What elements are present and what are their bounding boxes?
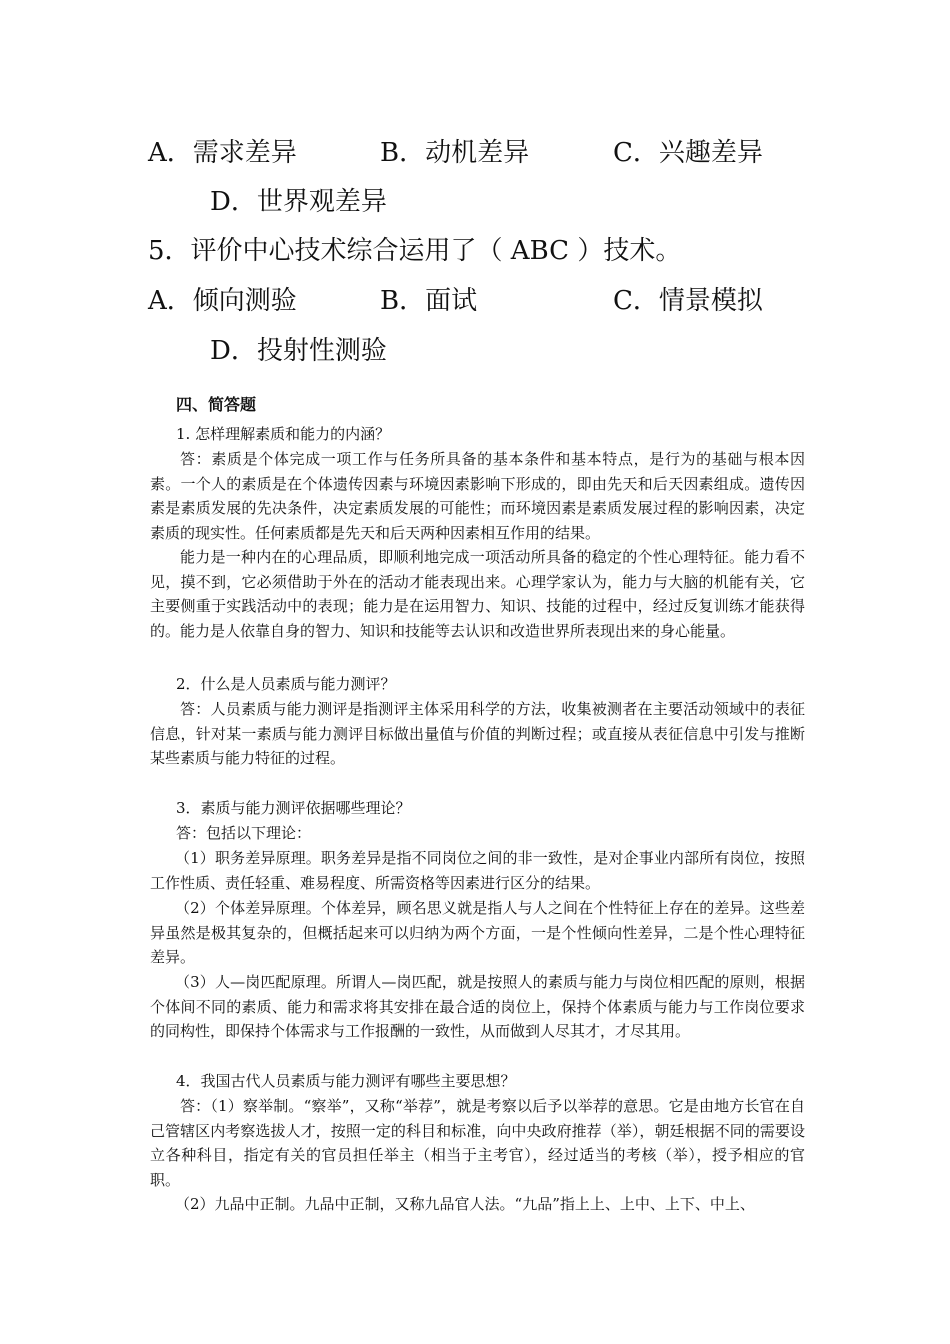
sa4-item2: （2）九品中正制。九品中正制，又称九品官人法。“九品”指上上、上中、上下、中上、 (175, 1195, 755, 1213)
sa1-answer-para2: 能力是一种内在的心理品质，即顺利地完成一项活动所具备的稳定的个性心理特征。能力看不见，摸不到，它必须借助于外在的活动才能表现出来。心理学家认为，能力与大脑的机能有关，它主要侧重于实践活动中的表现；能力是在运用智力、知识、技能的过程中，经过反复训练才能获得的。能力是人依靠自身的智力、知识和技能等去认识和改造世界所表现出来的身心能量。 (150, 548, 805, 640)
section-heading: 四、简答题 (176, 395, 257, 414)
q4-option-d: D．世界观差异 (210, 187, 387, 217)
sa3-intro: 答：包括以下理论： (176, 824, 312, 842)
sa3-question: 3．素质与能力测评依据哪些理论？ (176, 799, 411, 817)
q5-option-c: C．情景模拟 (613, 286, 763, 316)
q4-option-b: B．动机差异 (380, 138, 530, 168)
sa2-answer: 答：人员素质与能力测评是指测评主体采用科学的方法，收集被测者在主要活动领域中的表征信息，针对某一素质与能力测评目标做出量值与价值的判断过程；或直接从表征信息中引发与推断某些素质与能力特征的过程。 (150, 700, 805, 767)
sa3-item3: （3）人—岗匹配原理。所谓人—岗匹配，就是按照人的素质与能力与岗位相匹配的原则，根据个体间不同的素质、能力和需求将其安排在最合适的岗位上，保持个体素质与能力与工作岗位要求的同构性，即保持个体需求与工作报酬的一致性，从而做到人尽其才，才尽其用。 (150, 973, 805, 1040)
q5-option-b: B．面试 (380, 286, 478, 316)
q4-option-a: A．需求差异 (148, 138, 297, 168)
sa1-question: 1. 怎样理解素质和能力的内涵？ (176, 425, 391, 443)
q5-stem: 5．评价中心技术综合运用了（ ABC ）技术。 (148, 236, 682, 266)
sa4-question: 4．我国古代人员素质与能力测评有哪些主要思想？ (176, 1072, 516, 1090)
sa3-item1: （1）职务差异原理。职务差异是指不同岗位之间的非一致性，是对企事业内部所有岗位，按照工作性质、责任轻重、难易程度、所需资格等因素进行区分的结果。 (150, 849, 805, 892)
q5-option-a: A．倾向测验 (148, 286, 297, 316)
sa2-question: 2．什么是人员素质与能力测评？ (176, 675, 396, 693)
sa1-answer-para1: 答：素质是个体完成一项工作与任务所具备的基本条件和基本特点，是行为的基础与根本因素。一个人的素质是在个体遗传因素与环境因素影响下形成的，即由先天和后天因素组成。遗传因素是素质发展的先决条件，决定素质发展的可能性；而环境因素是素质发展过程的影响因素，决定素质的现实性。任何素质都是先天和后天两种因素相互作用的结果。 (150, 450, 805, 542)
sa3-item2: （2）个体差异原理。个体差异，顾名思义就是指人与人之间在个性特征上存在的差异。这些差异虽然是极其复杂的，但概括起来可以归纳为两个方面，一是个性倾向性差异，二是个性心理特征差异。 (150, 899, 805, 966)
q4-option-c: C．兴趣差异 (613, 138, 763, 168)
q5-option-d: D．投射性测验 (210, 336, 387, 366)
sa4-item1: 答：（1）察举制。“察举”，又称“举荐”，就是考察以后予以举荐的意思。它是由地方长官在自己管辖区内考察选拔人才，按照一定的科目和标准，向中央政府推荐（举），朝廷根据不同的需要设立各种科目，指定有关的官员担任举主（相当于主考官），经过适当的考核（举），授予相应的官职。 (150, 1097, 805, 1189)
